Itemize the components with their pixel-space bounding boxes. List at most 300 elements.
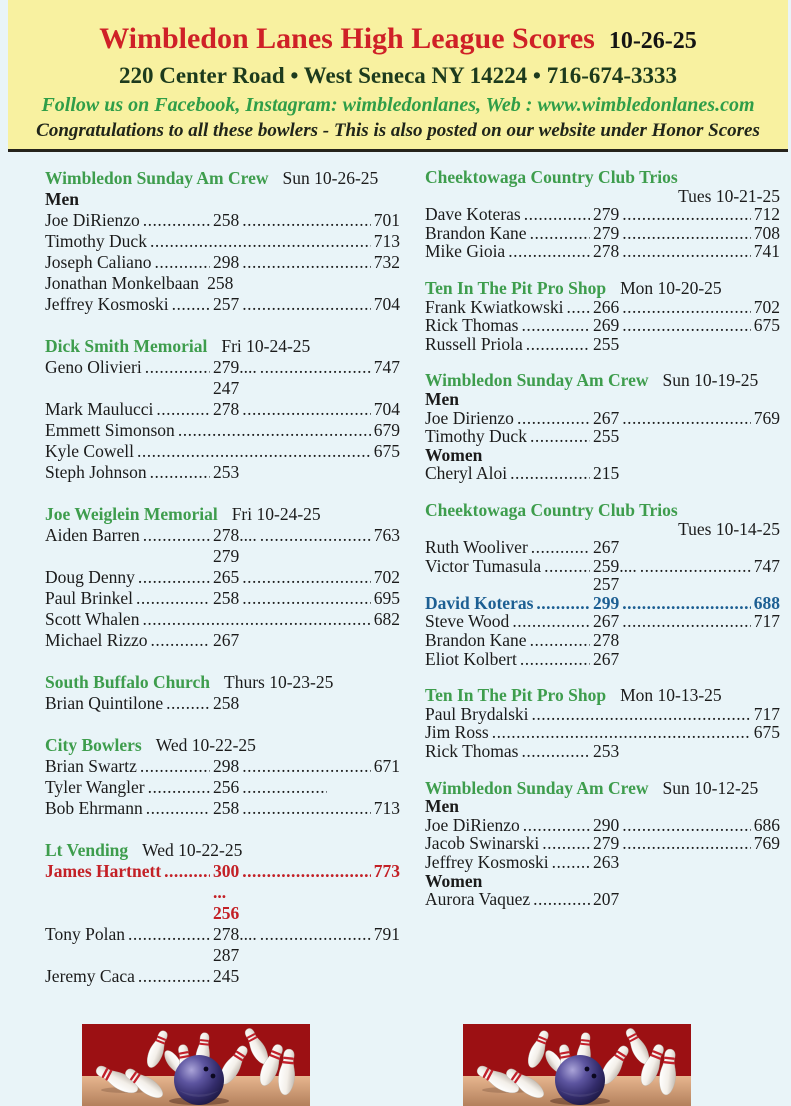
- league-section: [45, 168, 400, 315]
- dot-leader: [242, 567, 371, 588]
- series-total: 791: [373, 924, 400, 944]
- league-heading: [45, 672, 400, 693]
- league-title: Dick Smith Memorial: [45, 336, 208, 356]
- dot-leader: [622, 242, 751, 261]
- game-score: 267: [593, 537, 620, 558]
- game-score: 257: [213, 294, 240, 314]
- league-heading: [425, 686, 780, 705]
- game-score: 298: [213, 252, 240, 272]
- score-row: [425, 723, 780, 742]
- score-row: [425, 242, 780, 261]
- name-cell: [45, 861, 213, 882]
- game-score: 258: [213, 798, 240, 818]
- issue-date: 10-26-25: [608, 28, 697, 54]
- bowler-name: Joe DiRienzo: [425, 814, 520, 835]
- league-date: Wed 10-22-25: [142, 840, 243, 860]
- series-total: 712: [753, 204, 780, 225]
- bowler-name: James Hartnett: [45, 861, 162, 881]
- name-cell: [45, 399, 213, 420]
- score-row: [45, 609, 400, 630]
- bowler-name: Jonathan Monkelbaan: [45, 273, 200, 293]
- game-score: 253: [213, 462, 240, 482]
- name-cell: [425, 853, 593, 872]
- dot-leader: [531, 538, 590, 557]
- bowler-name: Tyler Wangler: [45, 777, 145, 797]
- bowling-images-row: [0, 1024, 791, 1106]
- league-date: Sun 10-12-25: [662, 777, 759, 798]
- dot-leader: [523, 816, 590, 835]
- game-score: 267: [213, 630, 240, 650]
- dot-leader: [526, 335, 590, 354]
- score-row: [425, 409, 780, 428]
- dot-leader: [242, 294, 371, 315]
- league-title: South Buffalo Church: [45, 672, 211, 692]
- score-row: [45, 420, 400, 441]
- dot-leader: [172, 294, 210, 315]
- dot-leader: [530, 631, 590, 650]
- league-heading: [45, 840, 400, 861]
- bowler-name: Timothy Duck: [45, 231, 147, 251]
- name-cell: [45, 777, 213, 798]
- league-date: Thurs 10-23-25: [224, 672, 334, 692]
- bowler-name: Brian Quintilone: [45, 693, 164, 713]
- name-cell: [425, 464, 593, 483]
- league-heading: [425, 501, 780, 520]
- dot-leader: [260, 924, 371, 945]
- dot-leader: [622, 316, 751, 335]
- bowler-name: Eliot Kolbert: [425, 648, 517, 669]
- bowler-name: Victor Tumasula: [425, 555, 542, 576]
- game-score: 256: [213, 777, 240, 797]
- bowler-name: Timothy Duck: [425, 426, 527, 447]
- name-cell: [425, 298, 593, 317]
- score-row: [45, 462, 400, 483]
- name-cell: [425, 427, 593, 446]
- league-title: Cheektowaga Country Club Trios: [425, 167, 678, 187]
- league-date: Fri 10-24-25: [231, 504, 321, 524]
- league-section: [45, 840, 400, 987]
- league-section: [425, 686, 780, 760]
- dot-leader: [622, 594, 751, 613]
- game-score: 269: [593, 315, 620, 336]
- dot-leader: [151, 630, 210, 651]
- name-cell: [45, 756, 213, 777]
- dot-leader: [512, 612, 590, 631]
- league-title: Cheektowaga Country Club Trios: [425, 499, 678, 520]
- league-heading: [45, 504, 400, 525]
- name-cell: [425, 816, 593, 835]
- series-total: 688: [753, 592, 780, 613]
- score-row: [425, 631, 780, 650]
- score-row: [425, 464, 780, 483]
- dot-leader: [154, 252, 210, 273]
- game-score: 255: [593, 426, 620, 447]
- dot-leader: [260, 525, 371, 546]
- dot-leader: [178, 420, 371, 441]
- game-score: 278: [213, 399, 240, 419]
- dot-leader: [146, 798, 210, 819]
- dot-leader: [143, 210, 210, 231]
- dot-leader: [533, 890, 590, 909]
- dot-leader: [544, 557, 590, 576]
- dot-leader: [640, 557, 751, 576]
- series-total: 717: [753, 611, 780, 632]
- dot-leader: [622, 205, 751, 224]
- game-score: 258: [213, 210, 240, 230]
- dot-leader: [530, 427, 590, 446]
- dot-leader: [508, 242, 590, 261]
- league-date: Mon 10-13-25: [620, 685, 722, 706]
- name-cell: [425, 224, 593, 243]
- series-total: 732: [373, 252, 400, 272]
- bowler-name: Russell Priola: [425, 333, 523, 354]
- score-row: [425, 427, 780, 446]
- score-row: [425, 538, 780, 557]
- dot-leader: [260, 357, 371, 378]
- dot-leader: [542, 834, 590, 853]
- league-section: [425, 371, 780, 483]
- league-section: [425, 501, 780, 668]
- right-column: [425, 168, 780, 1008]
- dot-leader: [517, 409, 590, 428]
- dot-leader: [522, 742, 591, 761]
- game-score: 278: [593, 630, 620, 651]
- score-columns: [0, 152, 791, 1008]
- bowler-name: Paul Brinkel: [45, 588, 133, 608]
- league-title: Wimbledon Sunday Am Crew: [45, 168, 269, 188]
- series-total: 702: [373, 567, 400, 587]
- series-total: 713: [373, 798, 400, 818]
- league-title: City Bowlers: [45, 735, 142, 755]
- name-cell: [45, 966, 213, 987]
- score-row: [45, 441, 400, 462]
- bowler-name: Paul Brydalski: [425, 703, 529, 724]
- name-cell: [45, 525, 213, 546]
- score-row: [45, 567, 400, 588]
- dot-leader: [143, 525, 210, 546]
- league-date: Wed 10-22-25: [155, 735, 256, 755]
- bowler-name: Brandon Kane: [425, 630, 527, 651]
- name-cell: [45, 567, 213, 588]
- name-cell: [425, 612, 593, 631]
- bowler-name: Aurora Vaquez: [425, 889, 531, 910]
- score-row: [425, 742, 780, 761]
- game-score: 279: [593, 204, 620, 225]
- dot-leader: [140, 756, 210, 777]
- bowler-name: Steph Johnson: [45, 462, 147, 482]
- score-row: [425, 612, 780, 631]
- name-cell: [45, 798, 213, 819]
- league-date: Fri 10-24-25: [221, 336, 311, 356]
- dot-leader: [510, 464, 590, 483]
- league-title: Wimbledon Sunday Am Crew: [425, 777, 649, 798]
- bowler-name: Mike Gioia: [425, 241, 506, 262]
- gender-subhead: Women: [425, 444, 483, 465]
- bowler-name: Michael Rizzo: [45, 630, 148, 650]
- series-total: 704: [373, 294, 400, 314]
- bowler-name: Jeremy Caca: [45, 966, 135, 986]
- game-score: 279: [593, 222, 620, 243]
- dot-leader: [137, 441, 371, 462]
- game-score: 258: [207, 273, 234, 293]
- social-line: Follow us on Facebook, Instagram: wimbledonlanes, Web : www.wimbledonlanes.com: [41, 94, 755, 116]
- dot-leader: [164, 861, 210, 882]
- series-total: 741: [753, 241, 780, 262]
- league-section: [45, 735, 400, 819]
- game-score: 300 ... 256: [213, 861, 240, 923]
- name-cell: [425, 890, 593, 909]
- left-column: [45, 168, 400, 1008]
- score-row: [425, 594, 780, 613]
- league-date: Mon 10-20-25: [620, 277, 722, 298]
- name-cell: [425, 631, 593, 650]
- page-title: Wimbledon Lanes High League Scores: [99, 22, 595, 55]
- name-cell: [45, 252, 213, 273]
- league-date: Tues 10-14-25: [678, 518, 780, 539]
- bowler-name: Aiden Barren: [45, 525, 140, 545]
- game-score: 253: [593, 741, 620, 762]
- dot-leader: [138, 567, 210, 588]
- game-score: 278: [593, 241, 620, 262]
- score-row: [425, 650, 780, 669]
- game-score: 259.... 257: [593, 555, 637, 595]
- score-row: [45, 966, 400, 987]
- score-row: [45, 693, 400, 714]
- dot-leader: [622, 816, 751, 835]
- game-score: 258: [213, 693, 240, 713]
- dot-leader: [622, 409, 751, 428]
- game-score: 290: [593, 814, 620, 835]
- title-line: [18, 22, 778, 61]
- dot-leader: [242, 588, 371, 609]
- dot-leader: [524, 205, 590, 224]
- name-cell: [425, 205, 593, 224]
- score-row: [425, 890, 780, 909]
- score-row: [425, 816, 780, 835]
- bowler-name: Brian Swartz: [45, 756, 137, 776]
- game-score: 279: [593, 833, 620, 854]
- score-row: [425, 224, 780, 243]
- score-row: [45, 756, 400, 777]
- dot-leader: [492, 723, 751, 742]
- masthead: [8, 0, 788, 152]
- bowler-name: Joe DiRienzo: [45, 210, 140, 230]
- dot-leader: [145, 357, 210, 378]
- league-title: Ten In The Pit Pro Shop: [425, 277, 607, 298]
- league-section: [425, 168, 780, 261]
- game-score: 258: [213, 588, 240, 608]
- score-row: [425, 705, 780, 724]
- series-total: 769: [753, 833, 780, 854]
- bowler-name: Rick Thomas: [425, 315, 519, 336]
- league-heading: [425, 371, 780, 390]
- gender-subhead: Men: [425, 388, 460, 409]
- dot-leader: [142, 609, 370, 630]
- bowler-name: Bob Ehrmann: [45, 798, 143, 818]
- name-cell: [425, 650, 593, 669]
- series-total: 708: [753, 222, 780, 243]
- game-score: 278.... 279: [213, 525, 257, 566]
- dot-leader: [530, 224, 590, 243]
- league-date: Sun 10-26-25: [282, 168, 379, 188]
- league-heading: [425, 279, 780, 298]
- dot-leader: [242, 252, 371, 273]
- series-total: 773: [373, 861, 400, 881]
- dot-leader: [242, 798, 371, 819]
- dot-leader: [242, 777, 327, 798]
- dot-leader: [552, 853, 590, 872]
- score-row: [45, 399, 400, 420]
- dot-leader: [150, 231, 371, 252]
- game-score: 267: [593, 611, 620, 632]
- score-row: [425, 316, 780, 335]
- score-row: [45, 294, 400, 315]
- league-section: [45, 672, 400, 714]
- bowler-name: Kyle Cowell: [45, 441, 134, 461]
- league-title: Lt Vending: [45, 840, 129, 860]
- league-heading: [425, 779, 780, 798]
- score-row: [425, 853, 780, 872]
- name-cell: [45, 462, 213, 483]
- league-heading: [45, 735, 400, 756]
- league-heading: [45, 336, 400, 357]
- name-cell: [45, 693, 213, 714]
- series-total: 671: [373, 756, 400, 776]
- league-section: [425, 779, 780, 909]
- series-total: 675: [373, 441, 400, 461]
- dot-leader: [532, 705, 751, 724]
- series-total: 701: [373, 210, 400, 230]
- league-title: Joe Weiglein Memorial: [45, 504, 218, 524]
- league-section: [425, 279, 780, 353]
- game-score: 263: [593, 852, 620, 872]
- series-total: 695: [373, 588, 400, 608]
- league-heading: [425, 168, 780, 187]
- bowler-name: Jeffrey Kosmoski: [45, 294, 169, 314]
- bowling-strike-image: [82, 1024, 310, 1106]
- game-score: 265: [213, 567, 240, 587]
- game-score: 279.... 247: [213, 357, 257, 398]
- bowler-name: Geno Olivieri: [45, 357, 142, 377]
- name-cell: [45, 294, 213, 315]
- address-line: 220 Center Road • West Seneca NY 14224 • 716-674-3333: [118, 63, 678, 88]
- series-total: 713: [373, 231, 400, 251]
- name-cell: [425, 742, 593, 761]
- score-row: [45, 357, 400, 399]
- bowler-name: Mark Maulucci: [45, 399, 154, 419]
- game-score: 299: [593, 592, 620, 613]
- name-cell: [45, 357, 213, 378]
- bowler-name: Brandon Kane: [425, 222, 527, 243]
- game-score: 266: [593, 296, 620, 317]
- name-cell: [425, 834, 593, 853]
- dot-leader: [567, 298, 590, 317]
- series-total: 717: [753, 703, 780, 724]
- name-cell: [45, 924, 213, 945]
- bowler-name: Jacob Swinarski: [425, 833, 540, 854]
- league-title: Wimbledon Sunday Am Crew: [425, 370, 649, 391]
- bowling-strike-image: [463, 1024, 691, 1106]
- bowler-name: Rick Thomas: [425, 741, 519, 762]
- league-date: Sun 10-19-25: [662, 370, 759, 391]
- name-cell: [425, 316, 593, 335]
- league-heading: [45, 168, 400, 189]
- name-cell: [425, 557, 593, 576]
- name-cell: [425, 242, 593, 261]
- name-cell: [45, 630, 213, 651]
- game-score: 267: [593, 407, 620, 428]
- score-row: [45, 210, 400, 231]
- game-score: 245: [213, 966, 240, 986]
- series-total: 769: [753, 407, 780, 428]
- bowler-name: Jeffrey Kosmoski: [425, 852, 549, 872]
- game-score: 278.... 287: [213, 924, 257, 965]
- score-row: [45, 777, 400, 798]
- name-cell: [425, 409, 593, 428]
- league-title: Ten In The Pit Pro Shop: [425, 685, 607, 706]
- score-row: [45, 252, 400, 273]
- dot-leader: [520, 650, 590, 669]
- dot-leader: [522, 316, 591, 335]
- bowler-name: David Koteras: [425, 592, 534, 613]
- score-row: [425, 834, 780, 853]
- bowler-name: Jim Ross: [425, 722, 489, 743]
- dot-leader: [622, 298, 751, 317]
- bowler-name: Cheryl Aloi: [425, 463, 508, 484]
- score-row: [425, 205, 780, 224]
- dot-leader: [242, 861, 371, 882]
- score-row: [45, 861, 400, 924]
- score-row: [45, 273, 400, 294]
- dot-leader: [622, 834, 751, 853]
- gender-subhead: Men: [45, 189, 80, 209]
- series-total: 747: [373, 357, 400, 377]
- game-score: 298: [213, 756, 240, 776]
- score-row: [425, 335, 780, 354]
- dot-leader: [242, 756, 371, 777]
- score-row: [45, 630, 400, 651]
- series-total: 704: [373, 399, 400, 419]
- dot-leader: [622, 612, 751, 631]
- dot-leader: [150, 462, 210, 483]
- name-cell: [425, 594, 593, 613]
- dot-leader: [242, 210, 371, 231]
- score-row: [45, 588, 400, 609]
- dot-leader: [242, 399, 371, 420]
- dot-leader: [536, 594, 590, 613]
- bowler-name: Joseph Caliano: [45, 252, 152, 272]
- series-total: 682: [373, 609, 400, 629]
- game-score: 215: [593, 463, 620, 484]
- name-cell: [425, 335, 593, 354]
- series-total: 702: [753, 296, 780, 317]
- dot-leader: [156, 399, 210, 420]
- dot-leader: [166, 693, 210, 714]
- bowler-name: Doug Denny: [45, 567, 135, 587]
- bowler-name: Steve Wood: [425, 611, 510, 632]
- league-section: [45, 336, 400, 483]
- bowler-name: Dave Koteras: [425, 204, 521, 225]
- score-row: [45, 798, 400, 819]
- series-total: 763: [373, 525, 400, 545]
- score-row: [425, 557, 780, 594]
- dot-leader: [148, 777, 210, 798]
- league-section: [45, 504, 400, 651]
- series-total: 686: [753, 814, 780, 835]
- score-row: [45, 525, 400, 567]
- dot-leader: [136, 588, 210, 609]
- series-total: 679: [373, 420, 400, 440]
